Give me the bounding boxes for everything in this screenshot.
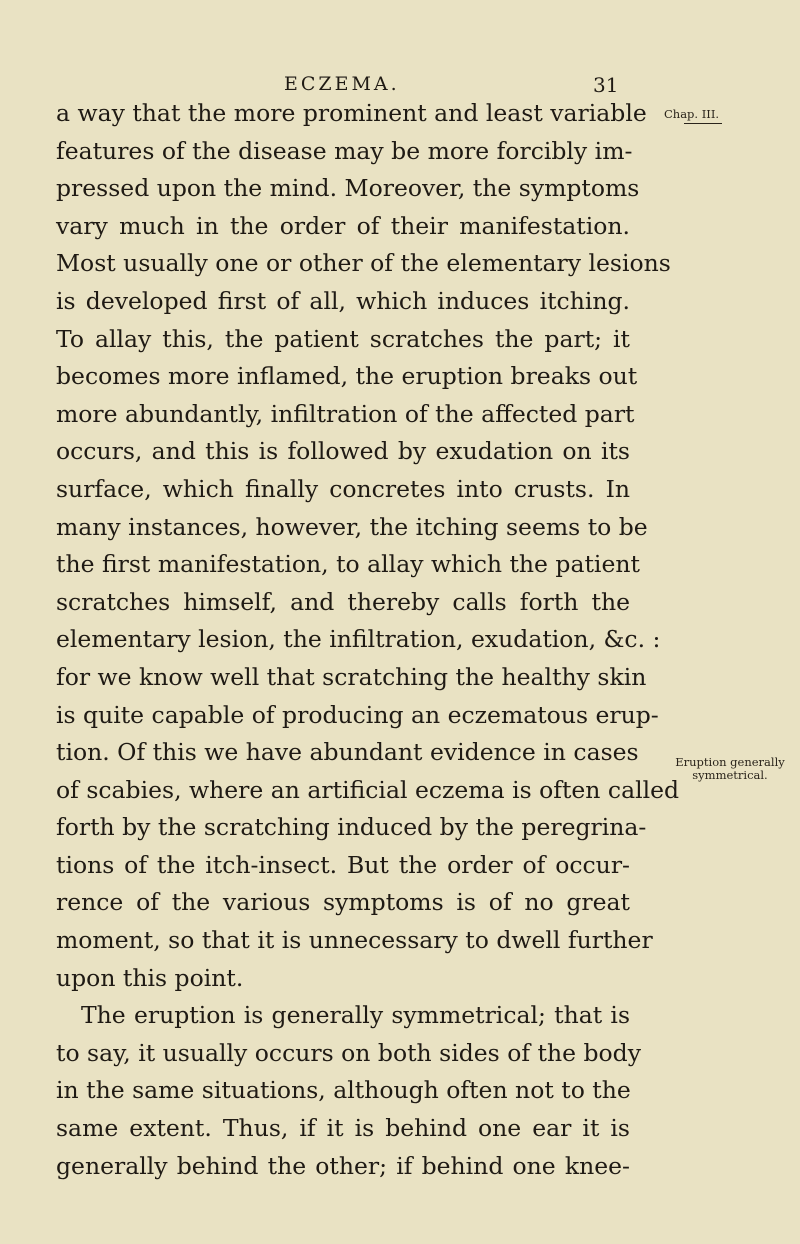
text-line: in the same situations, although often not to the — [56, 1076, 631, 1105]
text-line: features of the disease may be more forcibly im- — [56, 136, 633, 165]
eruption-marginal-note — [660, 756, 800, 782]
text-line: more abundantly, infiltration of the affected part — [56, 399, 635, 428]
text-line: The eruption is generally symmetrical; that is — [81, 1001, 630, 1030]
text-line: upon this point. — [56, 963, 244, 992]
text-line: moment, so that it is unnecessary to dwell further — [56, 926, 653, 955]
text-line: many instances, however, the itching seems to be — [56, 512, 648, 541]
chapter-marginal-note — [664, 108, 744, 124]
text-line: vary much in the order of their manifestation. — [56, 211, 630, 240]
body-text — [56, 95, 680, 1185]
text-line: tion. Of this we have abundant evidence in cases — [56, 738, 639, 767]
text-line: Most usually one or other of the elementary lesions — [56, 249, 671, 278]
text-line: surface, which finally concretes into crusts. In — [56, 474, 630, 503]
text-line: of scabies, where an artificial eczema is often called — [56, 775, 680, 804]
text-line: for we know well that scratching the healthy skin — [56, 662, 647, 691]
text-line: pressed upon the mind. Moreover, the symptoms — [56, 174, 640, 203]
text-line: forth by the scratching induced by the peregrina- — [56, 813, 647, 842]
text-line: becomes more inflamed, the eruption breaks out — [56, 362, 638, 391]
text-line: scratches himself, and thereby calls forth the — [56, 587, 630, 616]
text-line: occurs, and this is followed by exudation on its — [56, 437, 630, 466]
page-number: 31 — [593, 73, 619, 97]
text-line: elementary lesion, the infiltration, exudation, &c. : — [56, 625, 661, 654]
text-line: is developed first of all, which induces itching. — [56, 286, 630, 315]
text-line: generally behind the other; if behind one knee- — [56, 1151, 630, 1180]
text-line: rence of the various symptoms is of no great — [56, 888, 630, 917]
eruption-note-line-2: symmetrical. — [692, 768, 768, 782]
text-line: the first manifestation, to allay which the patient — [56, 550, 640, 579]
text-line: To allay this, the patient scratches the part; it — [56, 324, 630, 353]
text-line: tions of the itch-insect. But the order of occur- — [56, 850, 630, 879]
text-line: to say, it usually occurs on both sides of the body — [56, 1038, 641, 1067]
text-line: is quite capable of producing an eczematous erup- — [56, 700, 659, 729]
chapter-note-rule — [684, 123, 722, 124]
chapter-note-text: Chap. III. — [664, 107, 720, 121]
text-line: same extent. Thus, if it is behind one ear it is — [56, 1114, 630, 1143]
text-line: a way that the more prominent and least variable — [56, 99, 647, 127]
running-title: ECZEMA. — [284, 73, 400, 95]
eruption-note-line-1: Eruption generally — [675, 755, 785, 769]
